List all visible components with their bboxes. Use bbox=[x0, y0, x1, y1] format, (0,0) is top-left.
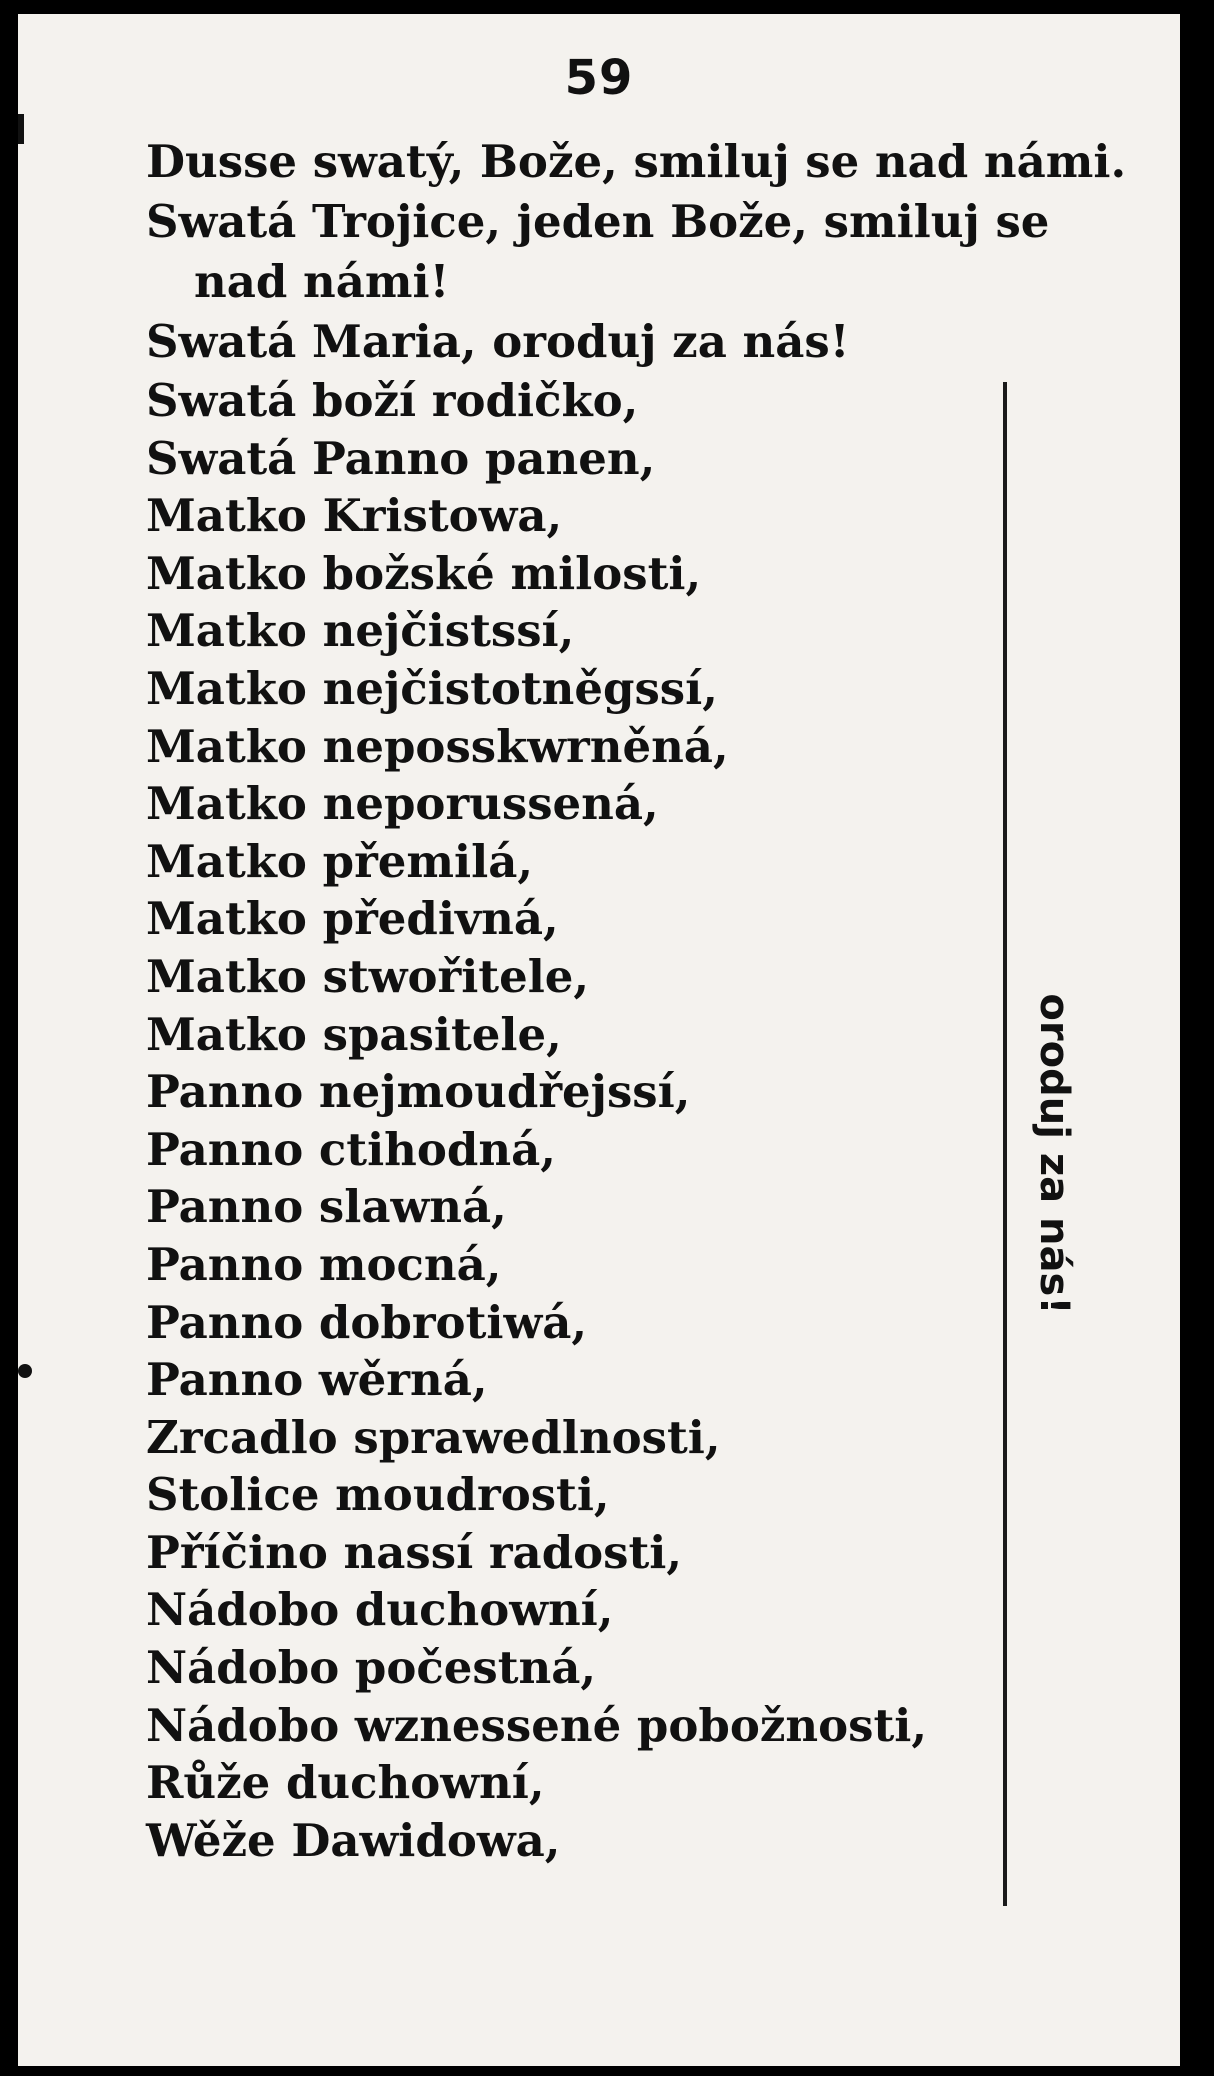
litany-line: Panno slawná, bbox=[146, 1180, 507, 1234]
litany-line: Nádobo počestná, bbox=[146, 1641, 597, 1695]
book-page bbox=[18, 14, 1180, 2066]
litany-line: Panno nejmoudřejssí, bbox=[146, 1065, 691, 1119]
litany-line: Zrcadlo sprawedlnosti, bbox=[146, 1410, 721, 1464]
litany-line: Matko neposskwrněná, bbox=[146, 719, 729, 773]
litany-line: Růže duchowní, bbox=[146, 1756, 545, 1810]
litany-line: Swatá Panno panen, bbox=[146, 431, 656, 485]
litany-line: Wěže Dawidowa, bbox=[146, 1813, 561, 1867]
litany-line: Matko božské milosti, bbox=[146, 546, 702, 600]
intro-prayer bbox=[146, 132, 1127, 372]
litany-line: Matko nejčistotněgssí, bbox=[146, 661, 718, 715]
litany-line: Matko přemilá, bbox=[146, 834, 534, 888]
litany-line: Matko stwořitele, bbox=[146, 949, 590, 1003]
margin-mark bbox=[18, 1364, 32, 1378]
intro-line: Swatá Maria, oroduj za nás! bbox=[146, 315, 850, 368]
response-bracket-rule bbox=[1003, 382, 1007, 1906]
litany-line: Stolice moudrosti, bbox=[146, 1468, 610, 1522]
litany-line: Matko spasitele, bbox=[146, 1007, 562, 1061]
litany-line: Matko Kristowa, bbox=[146, 489, 563, 543]
litany-line: Panno ctihodná, bbox=[146, 1122, 556, 1176]
litany-line: Matko nejčistssí, bbox=[146, 604, 575, 658]
litany-line: Nádobo duchowní, bbox=[146, 1583, 614, 1637]
litany-line: Matko neporussená, bbox=[146, 777, 659, 831]
litany-line: Příčino nassí radosti, bbox=[146, 1525, 683, 1579]
litany-line: Swatá boží rodičko, bbox=[146, 374, 639, 427]
margin-mark bbox=[18, 114, 24, 144]
litany-line: Panno wěrná, bbox=[146, 1353, 488, 1407]
litany-line: Panno mocná, bbox=[146, 1237, 502, 1291]
response-vertical-text: oroduj za nás! bbox=[1031, 993, 1077, 1315]
page-number: 59 bbox=[564, 50, 634, 106]
litany-invocations bbox=[146, 372, 1006, 1869]
litany-line: Matko předivná, bbox=[146, 892, 559, 946]
intro-line: Dusse swatý, Bože, smiluj se nad námi. bbox=[146, 135, 1127, 188]
intro-line: nad námi! bbox=[194, 255, 450, 308]
litany-line: Nádobo wznessené pobožnosti, bbox=[146, 1698, 927, 1752]
intro-line: Swatá Trojice, jeden Bože, smiluj se bbox=[146, 195, 1050, 248]
litany-line: Panno dobrotiwá, bbox=[146, 1295, 588, 1349]
